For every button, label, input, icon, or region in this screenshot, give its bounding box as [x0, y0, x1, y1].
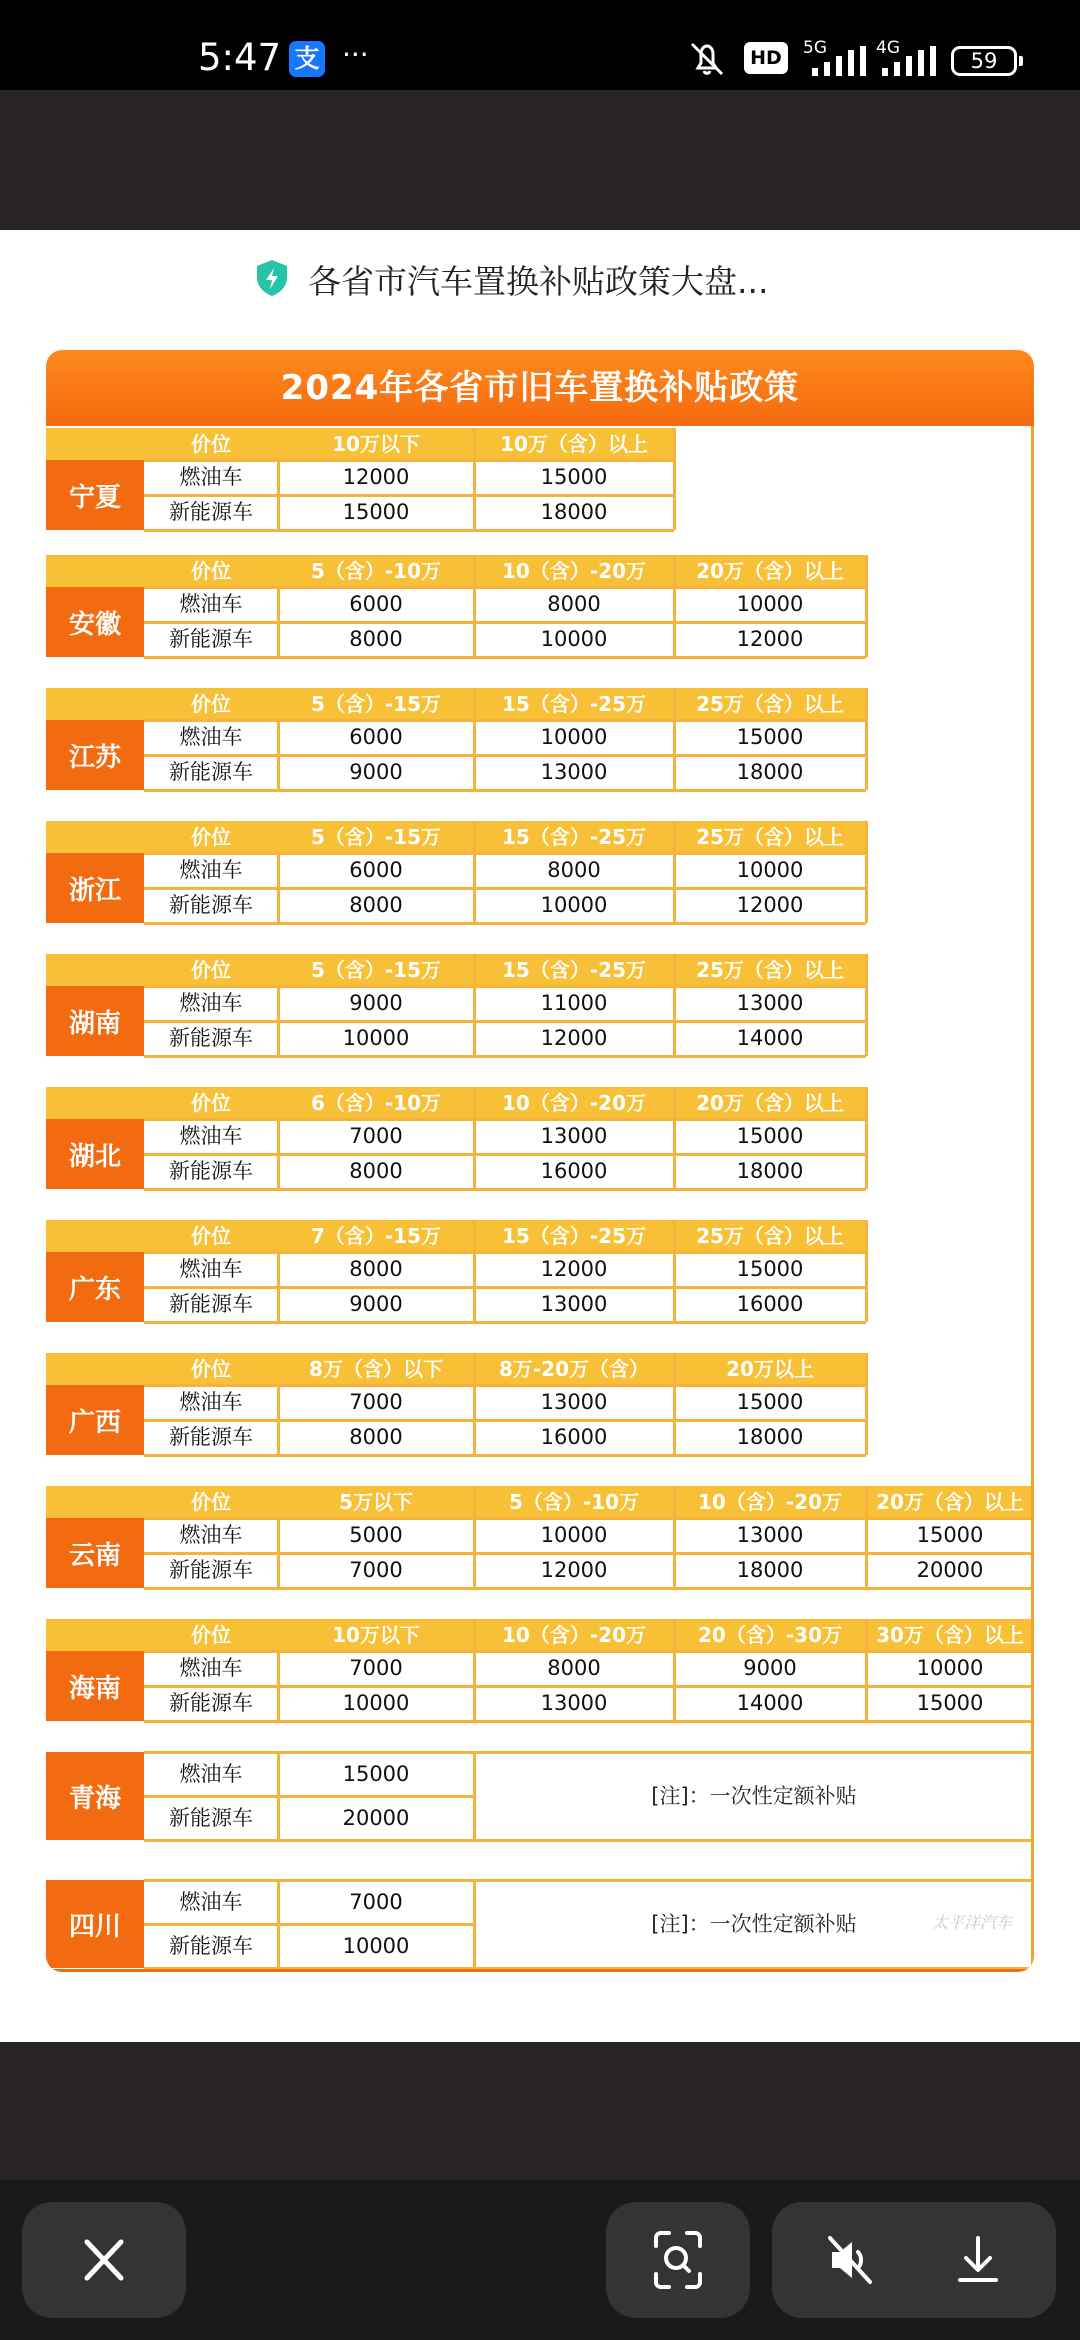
fuel-car-row-label: 燃油车 — [179, 858, 243, 882]
grid-line — [144, 621, 866, 624]
grid-line — [277, 587, 280, 657]
fuel-car-row-label: 燃油车 — [179, 1390, 243, 1414]
province-label: 广西 — [46, 1385, 144, 1455]
grid-line — [673, 428, 676, 530]
fuel-car-row-label: 燃油车 — [179, 991, 243, 1015]
price-tier-header-pad — [46, 1486, 144, 1518]
network-4g-label: 4G — [876, 38, 900, 58]
fuel-subsidy-value: 11000 — [540, 991, 608, 1015]
ev-row-label: 新能源车 — [169, 760, 253, 784]
shield-icon — [254, 258, 290, 298]
table-right-border — [1031, 426, 1034, 1972]
ev-subsidy-value: 15000 — [916, 1691, 984, 1715]
price-tier-label: 15（含）-25万 — [502, 1224, 646, 1248]
subsidy-note: [注]：一次性定额补贴 — [651, 1912, 857, 1936]
ev-row-label: 新能源车 — [169, 1934, 253, 1958]
grid-line — [277, 1252, 280, 1322]
grid-line — [144, 586, 866, 589]
price-tier-label: 5万以下 — [339, 1490, 413, 1514]
grid-line — [673, 688, 676, 790]
watermark: 太平洋汽车 — [932, 1913, 1013, 1932]
price-tier-label: 20万（含）以上 — [696, 1091, 844, 1115]
fuel-subsidy-value: 15000 — [916, 1523, 984, 1547]
grid-line — [865, 1353, 868, 1455]
province-label: 宁夏 — [46, 460, 144, 530]
province-label: 浙江 — [46, 853, 144, 923]
ev-row-label: 新能源车 — [169, 1159, 253, 1183]
price-tier-label: 20万（含）以上 — [696, 559, 844, 583]
price-tier-label: 6（含）-10万 — [310, 1091, 442, 1115]
close-button[interactable] — [22, 2202, 186, 2318]
media-controls-pill — [772, 2202, 1056, 2318]
grid-line — [144, 1286, 866, 1289]
ev-row-label: 新能源车 — [169, 1806, 253, 1830]
network-5g-label: 5G — [803, 38, 827, 58]
fuel-subsidy-value: 15000 — [736, 1390, 804, 1414]
fuel-subsidy-value: 6000 — [349, 725, 403, 749]
fuel-subsidy-value: 7000 — [349, 1890, 403, 1914]
ev-subsidy-value: 9000 — [349, 760, 403, 784]
price-tier-label: 8万（含）以下 — [309, 1357, 443, 1381]
ev-subsidy-value: 12000 — [540, 1558, 608, 1582]
grid-line — [144, 656, 866, 659]
grid-line — [144, 1384, 866, 1387]
grid-line — [865, 1087, 868, 1189]
ev-subsidy-value: 12000 — [540, 1026, 608, 1050]
fuel-subsidy-value: 12000 — [342, 465, 410, 489]
price-tier-header-pad — [46, 821, 144, 853]
fuel-subsidy-value: 15000 — [342, 1762, 410, 1786]
grid-line — [144, 1020, 866, 1023]
page-title: 各省市汽车置换补贴政策大盘... — [308, 262, 769, 301]
fuel-subsidy-value: 6000 — [349, 858, 403, 882]
price-header-label: 价位 — [191, 1091, 231, 1115]
subsidy-note: [注]：一次性定额补贴 — [651, 1784, 857, 1808]
grid-line — [144, 494, 674, 497]
mute-icon[interactable] — [822, 2232, 882, 2288]
grid-line — [144, 985, 866, 988]
province-label: 云南 — [46, 1518, 144, 1588]
grid-line — [673, 1087, 676, 1189]
province-label: 青海 — [46, 1752, 144, 1840]
price-tier-label: 30万（含）以上 — [876, 1623, 1024, 1647]
status-bar — [0, 0, 1080, 90]
ev-subsidy-value: 14000 — [736, 1691, 804, 1715]
price-header-label: 价位 — [191, 692, 231, 716]
fuel-subsidy-value: 6000 — [349, 592, 403, 616]
fuel-subsidy-value: 12000 — [540, 1257, 608, 1281]
province-label: 江苏 — [46, 720, 144, 790]
grid-line — [673, 1619, 676, 1721]
grid-line — [144, 459, 674, 462]
grid-line — [673, 555, 676, 657]
price-tier-header-pad — [46, 1353, 144, 1385]
ev-subsidy-value: 8000 — [349, 893, 403, 917]
fuel-car-row-label: 燃油车 — [179, 1762, 243, 1786]
ev-subsidy-value: 14000 — [736, 1026, 804, 1050]
grid-line — [673, 1486, 676, 1588]
fuel-subsidy-value: 10000 — [540, 1523, 608, 1547]
fuel-subsidy-value: 15000 — [736, 725, 804, 749]
ev-subsidy-value: 16000 — [540, 1159, 608, 1183]
fuel-subsidy-value: 10000 — [736, 592, 804, 616]
grid-line — [473, 1880, 476, 1968]
fuel-subsidy-value: 9000 — [743, 1656, 797, 1680]
price-tier-label: 10（含）-20万 — [698, 1490, 842, 1514]
ev-subsidy-value: 18000 — [736, 1558, 804, 1582]
ev-subsidy-value: 10000 — [342, 1934, 410, 1958]
province-label: 湖北 — [46, 1119, 144, 1189]
price-header-label: 价位 — [191, 432, 231, 456]
ev-subsidy-value: 10000 — [342, 1026, 410, 1050]
ev-row-label: 新能源车 — [169, 1026, 253, 1050]
grid-line — [473, 954, 476, 1056]
ev-row-label: 新能源车 — [169, 627, 253, 651]
price-tier-label: 10（含）-20万 — [502, 1623, 646, 1647]
fuel-subsidy-value: 15000 — [736, 1124, 804, 1148]
grid-line — [144, 922, 866, 925]
ev-subsidy-value: 8000 — [349, 1159, 403, 1183]
fuel-subsidy-value: 10000 — [540, 725, 608, 749]
grid-line — [473, 688, 476, 790]
price-tier-label: 25万（含）以上 — [696, 958, 844, 982]
grid-line — [865, 1486, 868, 1588]
battery-icon: 59 — [951, 46, 1017, 76]
fuel-subsidy-value: 8000 — [547, 1656, 601, 1680]
price-header-label: 价位 — [191, 1224, 231, 1248]
grid-line — [473, 1486, 476, 1588]
grid-line — [473, 1752, 476, 1840]
fuel-subsidy-value: 7000 — [349, 1390, 403, 1414]
grid-line — [144, 1454, 866, 1457]
fuel-subsidy-value: 8000 — [547, 858, 601, 882]
fuel-subsidy-value: 15000 — [540, 465, 608, 489]
ev-subsidy-value: 16000 — [540, 1425, 608, 1449]
ev-row-label: 新能源车 — [169, 1558, 253, 1582]
price-header-label: 价位 — [191, 559, 231, 583]
ev-subsidy-value: 8000 — [349, 627, 403, 651]
ev-subsidy-value: 10000 — [540, 627, 608, 651]
grid-line — [473, 1220, 476, 1322]
grid-line — [673, 954, 676, 1056]
grid-line — [277, 1880, 280, 1968]
ev-subsidy-value: 13000 — [540, 760, 608, 784]
scan-search-icon — [606, 2202, 750, 2318]
ev-subsidy-value: 20000 — [916, 1558, 984, 1582]
grid-line — [865, 1220, 868, 1322]
bottom-control-bar — [0, 2180, 1080, 2340]
grid-line — [144, 887, 866, 890]
grid-line — [473, 428, 476, 530]
grid-line — [865, 1619, 868, 1721]
price-tier-label: 15（含）-25万 — [502, 825, 646, 849]
grid-line — [277, 1651, 280, 1721]
price-tier-label: 15（含）-25万 — [502, 692, 646, 716]
ev-subsidy-value: 18000 — [736, 760, 804, 784]
grid-line — [144, 1188, 866, 1191]
ev-subsidy-value: 10000 — [540, 893, 608, 917]
price-tier-label: 25万（含）以上 — [696, 825, 844, 849]
ev-subsidy-value: 20000 — [342, 1806, 410, 1830]
table-title: 2024年各省市旧车置换补贴政策 — [280, 368, 800, 408]
grid-line — [673, 1220, 676, 1322]
fuel-car-row-label: 燃油车 — [179, 1124, 243, 1148]
hd-voice-icon: HD — [744, 42, 788, 74]
grid-line — [277, 853, 280, 923]
grid-line — [277, 986, 280, 1056]
price-tier-header-pad — [46, 1220, 144, 1252]
ev-subsidy-value: 13000 — [540, 1691, 608, 1715]
price-tier-label: 7（含）-15万 — [310, 1224, 442, 1248]
price-tier-label: 20万以上 — [726, 1357, 814, 1381]
fuel-car-row-label: 燃油车 — [179, 1890, 243, 1914]
grid-line — [144, 1923, 474, 1926]
price-tier-label: 15（含）-25万 — [502, 958, 646, 982]
grid-line — [144, 719, 866, 722]
grid-line — [473, 821, 476, 923]
status-time: 5:47 — [198, 36, 282, 79]
ev-row-label: 新能源车 — [169, 893, 253, 917]
fuel-subsidy-value: 7000 — [349, 1656, 403, 1680]
grid-line — [277, 1119, 280, 1189]
price-tier-header-pad — [46, 1087, 144, 1119]
grid-line — [144, 1153, 866, 1156]
fuel-subsidy-value: 9000 — [349, 991, 403, 1015]
price-tier-label: 5（含）-15万 — [310, 958, 442, 982]
fuel-subsidy-value: 13000 — [540, 1390, 608, 1414]
grid-line — [473, 1353, 476, 1455]
ev-subsidy-value: 16000 — [736, 1292, 804, 1316]
signal-strength-icon — [880, 46, 940, 78]
grid-line — [144, 1795, 474, 1798]
price-tier-label: 10万以下 — [332, 432, 420, 456]
price-tier-label: 10万（含）以上 — [500, 432, 648, 456]
price-tier-label: 20（含）-30万 — [698, 1623, 842, 1647]
price-tier-label: 10（含）-20万 — [502, 559, 646, 583]
ev-subsidy-value: 18000 — [736, 1425, 804, 1449]
fuel-car-row-label: 燃油车 — [179, 1523, 243, 1547]
ev-subsidy-value: 10000 — [342, 1691, 410, 1715]
image-search-button[interactable] — [606, 2202, 750, 2318]
grid-line — [865, 688, 868, 790]
price-tier-label: 5（含）-15万 — [310, 692, 442, 716]
ev-subsidy-value: 18000 — [736, 1159, 804, 1183]
table-bottom-border — [46, 1969, 1034, 1972]
ev-row-label: 新能源车 — [169, 1292, 253, 1316]
grid-line — [277, 1385, 280, 1455]
price-tier-header-pad — [46, 688, 144, 720]
fuel-subsidy-value: 8000 — [547, 592, 601, 616]
grid-line — [144, 1055, 866, 1058]
price-header-label: 价位 — [191, 1623, 231, 1647]
grid-line — [144, 1419, 866, 1422]
ev-subsidy-value: 15000 — [342, 500, 410, 524]
fuel-subsidy-value: 13000 — [540, 1124, 608, 1148]
price-tier-label: 25万（含）以上 — [696, 692, 844, 716]
ev-row-label: 新能源车 — [169, 1425, 253, 1449]
fuel-subsidy-value: 13000 — [736, 991, 804, 1015]
ev-subsidy-value: 18000 — [540, 500, 608, 524]
fuel-subsidy-value: 5000 — [349, 1523, 403, 1547]
price-tier-label: 8万-20万（含） — [498, 1357, 650, 1381]
grid-line — [473, 555, 476, 657]
province-label: 广东 — [46, 1252, 144, 1322]
province-label: 安徽 — [46, 587, 144, 657]
price-tier-header-pad — [46, 428, 144, 460]
grid-line — [473, 1619, 476, 1721]
fuel-car-row-label: 燃油车 — [179, 725, 243, 749]
ev-row-label: 新能源车 — [169, 500, 253, 524]
ev-subsidy-value: 12000 — [736, 627, 804, 651]
download-icon[interactable] — [948, 2232, 1008, 2288]
ev-subsidy-value: 8000 — [349, 1425, 403, 1449]
price-tier-label: 20万（含）以上 — [876, 1490, 1024, 1514]
grid-line — [865, 821, 868, 923]
ev-row-label: 新能源车 — [169, 1691, 253, 1715]
grid-line — [144, 789, 866, 792]
subsidy-policy-table — [46, 350, 1034, 1972]
grid-line — [673, 821, 676, 923]
fuel-subsidy-value: 15000 — [736, 1257, 804, 1281]
grid-line — [277, 720, 280, 790]
price-tier-header-pad — [46, 1619, 144, 1651]
grid-line — [673, 1353, 676, 1455]
price-header-label: 价位 — [191, 1490, 231, 1514]
fuel-subsidy-value: 10000 — [736, 858, 804, 882]
table-header — [46, 350, 1034, 426]
viewer-backdrop — [0, 90, 1080, 230]
price-tier-label: 5（含）-15万 — [310, 825, 442, 849]
fuel-car-row-label: 燃油车 — [179, 1257, 243, 1281]
ev-subsidy-value: 13000 — [540, 1292, 608, 1316]
province-label: 海南 — [46, 1651, 144, 1721]
grid-line — [144, 1251, 866, 1254]
price-tier-label: 5（含）-10万 — [508, 1490, 640, 1514]
ev-subsidy-value: 12000 — [736, 893, 804, 917]
ev-subsidy-value: 7000 — [349, 1558, 403, 1582]
province-label: 四川 — [46, 1880, 144, 1968]
price-header-label: 价位 — [191, 825, 231, 849]
fuel-subsidy-value: 10000 — [916, 1656, 984, 1680]
price-tier-label: 25万（含）以上 — [696, 1224, 844, 1248]
grid-line — [144, 1118, 866, 1121]
close-icon — [22, 2202, 186, 2318]
more-notifications-icon: ··· — [342, 38, 369, 71]
price-tier-label: 10（含）-20万 — [502, 1091, 646, 1115]
price-header-label: 价位 — [191, 1357, 231, 1381]
signal-strength-icon — [810, 46, 870, 78]
grid-line — [144, 754, 866, 757]
price-header-label: 价位 — [191, 958, 231, 982]
province-label: 湖南 — [46, 986, 144, 1056]
grid-line — [144, 1321, 866, 1324]
fuel-subsidy-value: 13000 — [736, 1523, 804, 1547]
ev-subsidy-value: 9000 — [349, 1292, 403, 1316]
grid-line — [277, 1752, 280, 1840]
price-tier-header-pad — [46, 555, 144, 587]
grid-line — [277, 1518, 280, 1588]
grid-line — [473, 1087, 476, 1189]
alipay-icon: 支 — [289, 41, 325, 77]
price-tier-label: 10万以下 — [332, 1623, 420, 1647]
grid-line — [277, 460, 280, 530]
price-tier-header-pad — [46, 954, 144, 986]
fuel-subsidy-value: 7000 — [349, 1124, 403, 1148]
fuel-car-row-label: 燃油车 — [179, 1656, 243, 1680]
grid-line — [144, 852, 866, 855]
fuel-car-row-label: 燃油车 — [179, 592, 243, 616]
mute-bell-icon — [686, 40, 728, 76]
grid-line — [865, 954, 868, 1056]
grid-line — [144, 529, 674, 532]
fuel-subsidy-value: 8000 — [349, 1257, 403, 1281]
fuel-car-row-label: 燃油车 — [179, 465, 243, 489]
price-tier-label: 5（含）-10万 — [310, 559, 442, 583]
grid-line — [865, 555, 868, 657]
